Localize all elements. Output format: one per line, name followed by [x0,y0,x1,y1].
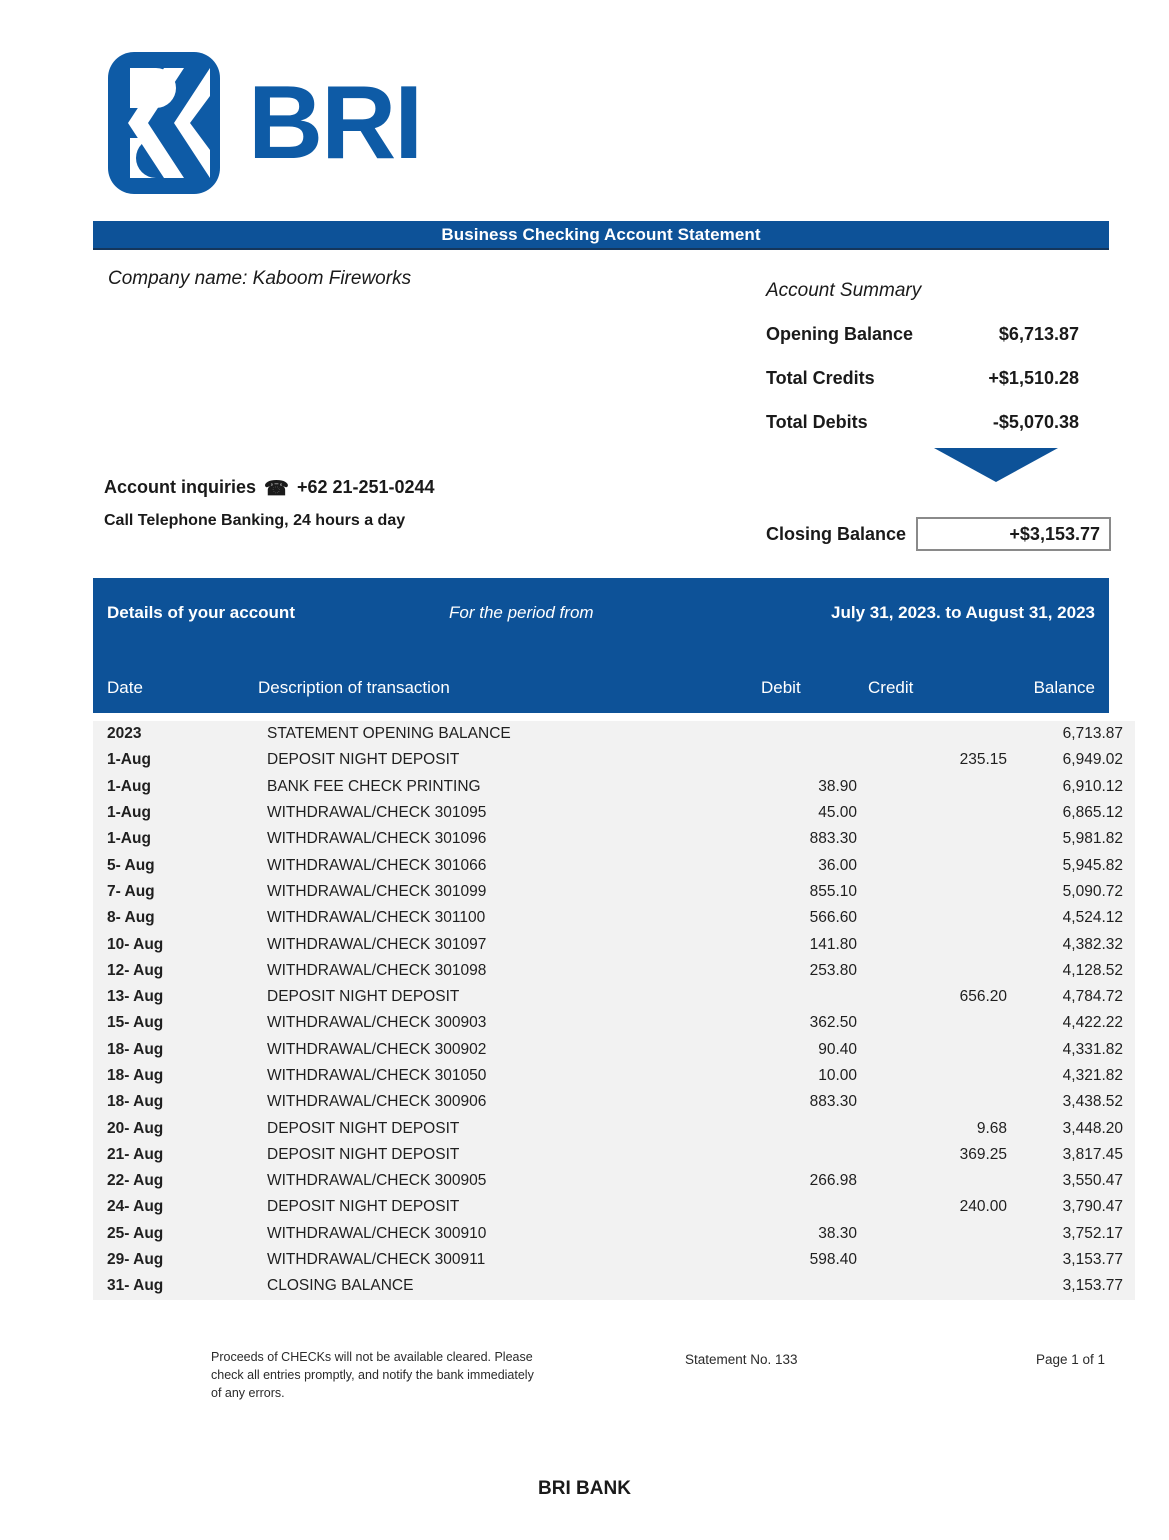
table-row [93,1273,1135,1299]
table-row [93,747,1135,773]
cell-debit [687,1142,857,1168]
period-label: For the period from [449,603,594,622]
table-row [93,1089,1135,1115]
cell-balance: 6,865.12 [1062,804,1123,822]
inquiries-label: Account inquiries [104,477,257,497]
cell-date: 12- Aug [107,961,164,979]
cell-balance: 3,550.47 [1062,1172,1123,1190]
cell-debit: 38.90 [818,777,857,795]
summary-label: Total Credits [766,368,875,388]
statement-title-bar [93,221,1109,250]
account-summary [766,280,1111,544]
summary-row-opening [766,324,1111,345]
cell-date: 7- Aug [107,882,155,900]
cell-debit: 883.30 [809,1093,857,1111]
page-number: Page 1 of 1 [1035,1352,1105,1367]
cell-credit [857,1221,1007,1247]
cell-debit [687,984,857,1010]
cell-debit: 90.40 [818,1040,857,1058]
summary-row-debits [766,412,1111,433]
cell-balance: 4,382.32 [1062,935,1123,953]
details-title: Details of your account [107,603,295,622]
cell-balance: 3,817.45 [1062,1145,1123,1163]
cell-description: CLOSING BALANCE [267,1277,414,1295]
table-row [93,1037,1135,1063]
cell-balance: 4,321.82 [1062,1067,1123,1084]
table-row [93,1221,1135,1247]
cell-description: WITHDRAWAL/CHECK 301095 [267,804,487,822]
cell-balance: 5,090.72 [1062,882,1123,900]
bri-wordmark: BRI [248,65,422,181]
cell-description: WITHDRAWAL/CHECK 301097 [267,935,487,953]
cell-credit [857,958,1007,984]
cell-date: 15- Aug [107,1014,164,1032]
cell-balance: 3,752.17 [1062,1224,1123,1242]
bank-logo [98,52,421,194]
period-range: July 31, 2023. to August 31, 2023 [831,603,1095,622]
table-row [93,800,1135,826]
cell-date: 22- Aug [107,1172,164,1190]
cell-date: 5- Aug [107,856,155,874]
inquiries-phone: +62 21-251-0244 [296,477,435,497]
cell-debit: 253.80 [809,961,857,979]
cell-debit: 141.80 [809,935,857,953]
table-row [93,1063,1135,1089]
table-row [93,1194,1135,1220]
cell-description: WITHDRAWAL/CHECK 301100 [267,909,486,927]
cell-balance: 4,422.22 [1062,1014,1123,1032]
cell-date: 18- Aug [107,1093,164,1111]
cell-credit [857,1273,1007,1299]
cell-credit [857,1247,1007,1273]
page-footer [93,1348,1109,1418]
cell-description: STATEMENT OPENING BALANCE [267,725,511,743]
summary-label: Total Debits [766,412,868,432]
cell-description: WITHDRAWAL/CHECK 300903 [267,1014,487,1032]
cell-debit: 38.30 [818,1224,857,1242]
cell-debit [687,747,857,773]
cell-credit [857,1063,1007,1089]
cell-debit: 362.50 [809,1014,857,1032]
column-header-description: Description of transaction [258,678,450,697]
cell-credit: 240.00 [959,1198,1007,1216]
cell-date: 29- Aug [107,1251,164,1269]
cell-date: 21- Aug [107,1145,164,1163]
cell-date: 13- Aug [107,988,164,1006]
details-header-band [93,578,1109,713]
cell-debit: 45.00 [818,804,857,822]
table-row [93,958,1135,984]
cell-description: WITHDRAWAL/CHECK 301066 [267,856,487,874]
bri-logo-icon [98,52,230,194]
cell-balance: 3,153.77 [1062,1251,1123,1269]
cell-date: 31- Aug [107,1277,164,1295]
cell-description: WITHDRAWAL/CHECK 300905 [267,1172,487,1190]
cell-date: 1-Aug [107,777,151,795]
inquiries-line [104,477,435,498]
cell-credit: 656.20 [959,988,1007,1006]
cell-description: WITHDRAWAL/CHECK 301098 [267,961,487,979]
table-row [93,879,1135,905]
cell-debit: 36.00 [818,856,857,874]
cell-balance: 4,128.52 [1062,961,1123,979]
cell-date: 18- Aug [107,1040,164,1058]
table-row [93,852,1135,878]
table-row [93,1168,1135,1194]
cell-date: 1-Aug [107,830,151,848]
table-row [93,1142,1135,1168]
summary-label: Opening Balance [766,324,914,344]
page-title: Business Checking Account Statement [441,224,761,244]
cell-debit [687,721,857,747]
cell-description: WITHDRAWAL/CHECK 301099 [267,882,487,900]
transactions-body [93,721,1135,1300]
summary-value: +$1,510.28 [988,368,1079,388]
summary-row-credits [766,368,1111,389]
cell-description: DEPOSIT NIGHT DEPOSIT [267,1145,460,1163]
cell-credit [857,852,1007,878]
cell-description: WITHDRAWAL/CHECK 300911 [267,1251,486,1269]
cell-debit: 10.00 [818,1067,857,1084]
cell-debit [687,1273,857,1299]
cell-credit [857,800,1007,826]
transactions-table [93,721,1135,1300]
cell-balance: 3,790.47 [1062,1198,1123,1216]
cell-credit: 9.68 [976,1119,1007,1137]
cell-date: 18- Aug [107,1067,164,1084]
telephone-icon: ☎ [264,477,289,500]
cell-balance: 6,949.02 [1062,751,1123,769]
cell-date: 8- Aug [107,909,155,927]
summary-value: $6,713.87 [998,324,1079,344]
cell-credit [857,879,1007,905]
cell-description: WITHDRAWAL/CHECK 300902 [267,1040,487,1058]
table-row [93,826,1135,852]
cell-description: WITHDRAWAL/CHECK 301050 [267,1067,487,1084]
cell-description: WITHDRAWAL/CHECK 300906 [267,1093,487,1111]
table-row [93,1010,1135,1036]
table-row [93,1115,1135,1141]
cell-credit [857,931,1007,957]
table-row [93,905,1135,931]
column-header-date: Date [107,678,143,697]
cell-debit: 855.10 [809,882,857,900]
cell-credit [857,826,1007,852]
company-name: Company name: Kaboom Fireworks [108,268,412,289]
statement-number: Statement No. 133 [685,1352,798,1367]
bank-name-footer: BRI BANK [538,1478,631,1499]
table-row [93,774,1135,800]
cell-balance: 5,945.82 [1062,856,1123,874]
table-row [93,984,1135,1010]
cell-credit [857,1010,1007,1036]
cell-credit: 235.15 [959,751,1007,769]
cell-balance: 4,784.72 [1062,988,1123,1006]
cell-balance: 3,448.20 [1062,1119,1123,1137]
cell-balance: 4,524.12 [1062,909,1123,927]
cell-credit [857,905,1007,931]
cell-date: 1-Aug [107,751,151,769]
cell-description: WITHDRAWAL/CHECK 301096 [267,830,487,848]
table-column-headers [93,678,1109,702]
cell-date: 20- Aug [107,1119,164,1137]
cell-description: BANK FEE CHECK PRINTING [267,777,481,795]
cell-credit: 369.25 [959,1145,1007,1163]
arrow-down-icon [934,448,1058,482]
cell-date: 1-Aug [107,804,151,822]
account-inquiries [104,477,435,530]
table-row [93,931,1135,957]
account-summary-heading: Account Summary [766,280,922,301]
closing-balance-row [766,517,1111,551]
cell-date: 2023 [107,725,142,743]
cell-debit [687,1115,857,1141]
closing-balance-value: +$3,153.77 [916,517,1111,551]
details-band-top [93,600,1109,626]
cell-debit: 883.30 [809,830,857,848]
cell-description: DEPOSIT NIGHT DEPOSIT [267,1119,460,1137]
cell-credit [857,1037,1007,1063]
cell-description: DEPOSIT NIGHT DEPOSIT [267,1198,460,1216]
column-header-credit: Credit [868,678,914,697]
cell-credit [857,1089,1007,1115]
column-header-balance: Balance [1033,678,1095,697]
cell-description: DEPOSIT NIGHT DEPOSIT [267,988,460,1006]
cell-balance: 5,981.82 [1062,830,1123,848]
cell-description: WITHDRAWAL/CHECK 300910 [267,1224,487,1242]
column-header-debit: Debit [761,678,801,697]
table-row [93,721,1135,747]
table-row [93,1247,1135,1273]
cell-date: 24- Aug [107,1198,164,1216]
cell-credit [857,721,1007,747]
cell-balance: 3,153.77 [1062,1277,1123,1295]
cell-credit [857,774,1007,800]
closing-balance-label: Closing Balance [766,523,907,544]
cell-date: 10- Aug [107,935,164,953]
cell-credit [857,1168,1007,1194]
cell-debit: 266.98 [809,1172,857,1190]
cell-balance: 3,438.52 [1062,1093,1123,1111]
cell-balance: 6,713.87 [1062,725,1123,743]
footer-disclaimer: Proceeds of CHECKs will not be available cleared. Please check all entries promptly, and notify the bank immediately of any errors. [211,1350,534,1401]
summary-value: -$5,070.38 [992,412,1079,432]
cell-date: 25- Aug [107,1224,164,1242]
cell-debit: 598.40 [809,1251,857,1269]
cell-debit [687,1194,857,1220]
cell-balance: 4,331.82 [1062,1040,1123,1058]
inquiries-subtext: Call Telephone Banking, 24 hours a day [104,512,406,529]
cell-description: DEPOSIT NIGHT DEPOSIT [267,751,460,769]
cell-balance: 6,910.12 [1062,777,1123,795]
cell-debit: 566.60 [809,909,857,927]
